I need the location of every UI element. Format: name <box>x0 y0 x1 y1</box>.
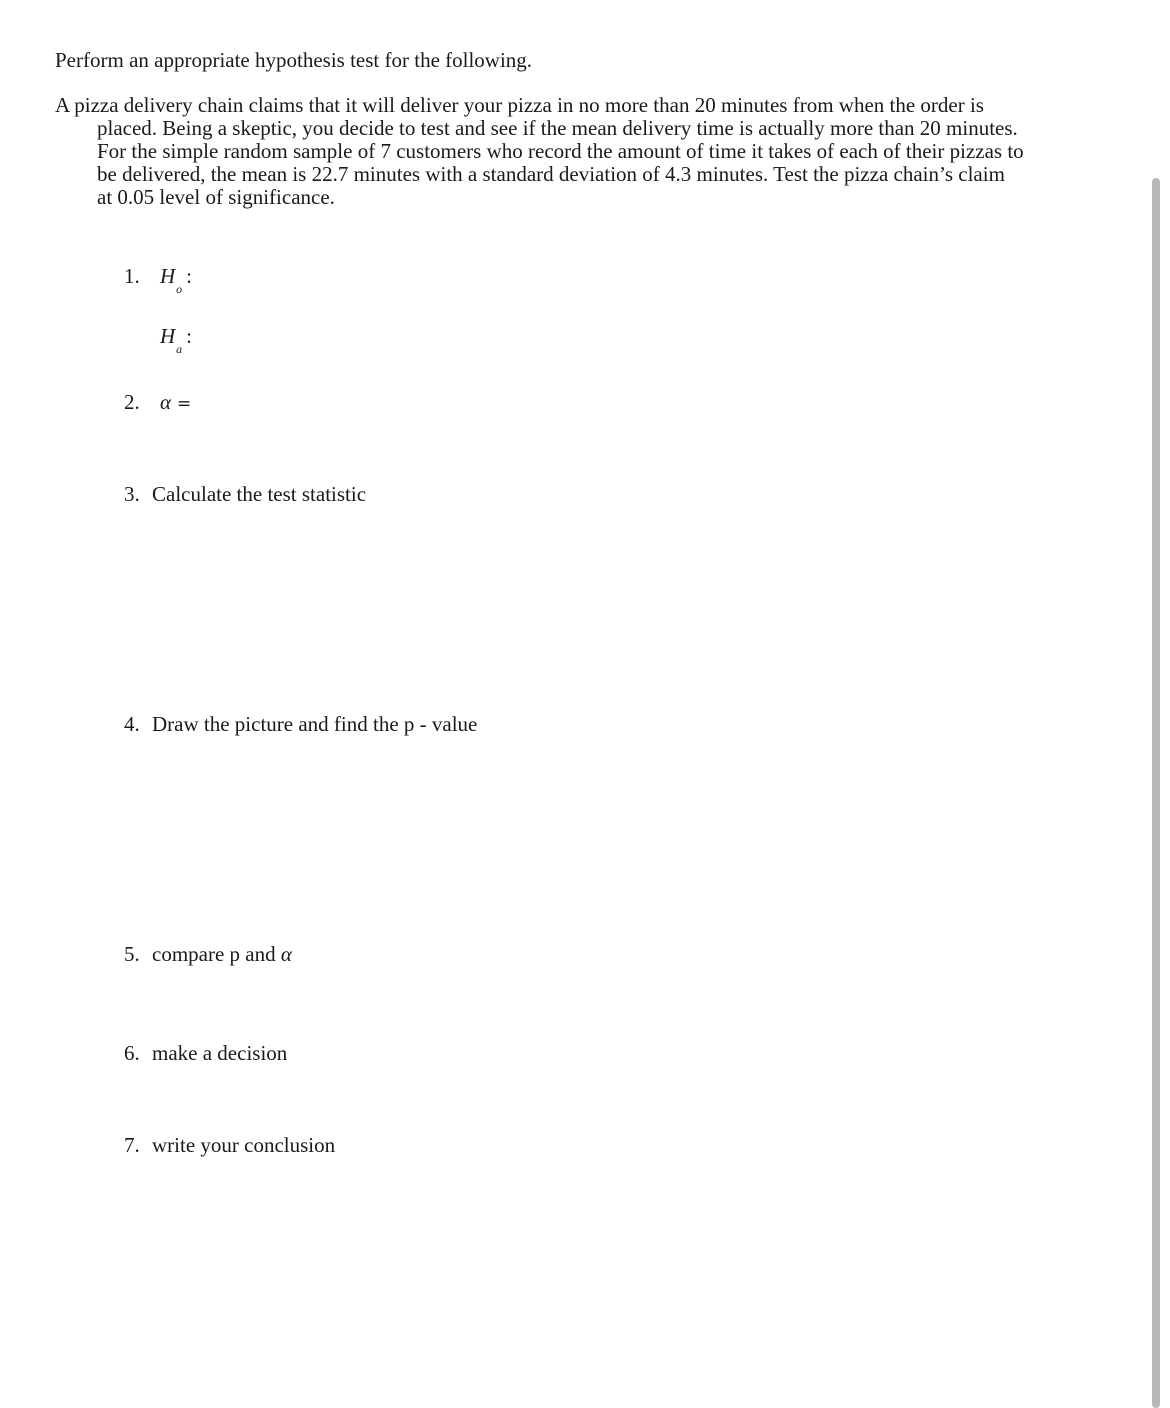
step-3-test-statistic <box>124 480 366 508</box>
step-6-decision <box>124 1039 287 1067</box>
problem-statement <box>55 94 1125 209</box>
vertical-scrollbar[interactable] <box>1152 178 1160 1408</box>
alt-hypothesis-symbol: H <box>160 324 176 348</box>
alt-hypothesis-colon: : <box>186 324 193 348</box>
alpha-symbol: α <box>160 390 172 414</box>
alt-hypothesis-subscript: a <box>176 342 183 356</box>
step-text: make a decision <box>152 1041 288 1065</box>
step-number: 1. <box>124 264 140 288</box>
step-1-alt-hypothesis <box>160 322 193 356</box>
problem-line: placed. Being a skeptic, you decide to test and see if the mean delivery time is actually more than 20 minutes. <box>97 116 1018 140</box>
null-hypothesis-colon: : <box>186 264 193 288</box>
step-number: 3. <box>124 482 140 506</box>
step-text: Calculate the test statistic <box>152 482 367 506</box>
step-text: write your conclusion <box>152 1133 336 1157</box>
problem-line: For the simple random sample of 7 customers who record the amount of time it takes of each of their pizzas to <box>97 139 1024 163</box>
step-number: 4. <box>124 712 140 736</box>
step-2-alpha <box>124 388 191 418</box>
null-hypothesis-subscript: o <box>176 282 183 296</box>
step-7-conclusion <box>124 1131 335 1159</box>
instruction-text: Perform an appropriate hypothesis test for the following. <box>55 48 533 72</box>
null-hypothesis-symbol: H <box>160 264 176 288</box>
step-5-compare <box>124 940 292 968</box>
problem-line: A pizza delivery chain claims that it will deliver your pizza in no more than 20 minutes from when the order is <box>55 93 984 117</box>
equals-sign: = <box>177 394 192 414</box>
step-number: 7. <box>124 1133 140 1157</box>
alpha-symbol: α <box>280 942 292 966</box>
step-number: 6. <box>124 1041 140 1065</box>
step-number: 2. <box>124 390 140 414</box>
step-number: 5. <box>124 942 140 966</box>
problem-line: at 0.05 level of significance. <box>97 185 335 209</box>
step-text: Draw the picture and find the p - value <box>152 712 478 736</box>
step-4-p-value <box>124 710 477 738</box>
step-text: compare p and <box>152 942 281 966</box>
step-1-null-hypothesis <box>124 262 193 296</box>
problem-line: be delivered, the mean is 22.7 minutes with a standard deviation of 4.3 minutes. Test the pizza chain’s claim <box>97 162 1005 186</box>
